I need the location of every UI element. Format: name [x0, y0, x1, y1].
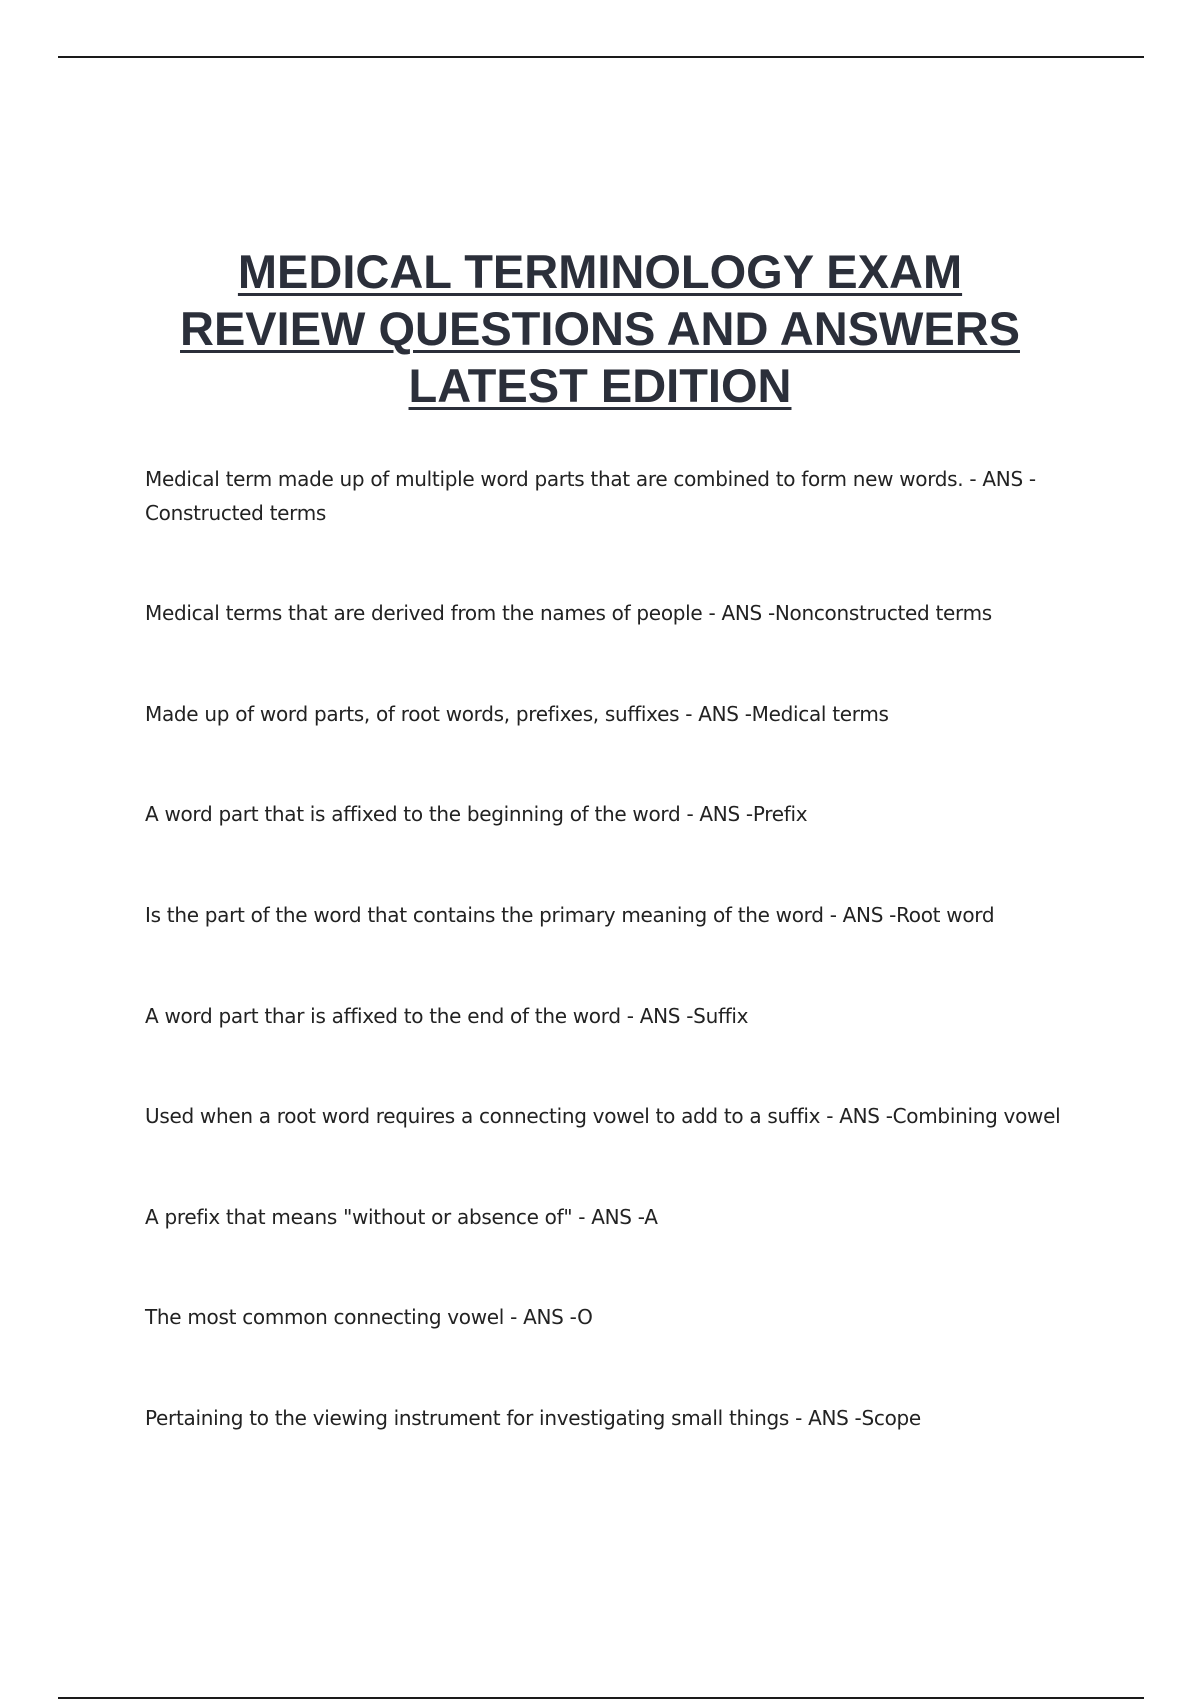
answer-text: Nonconstructed terms	[774, 601, 992, 625]
qa-item	[145, 797, 1090, 831]
answer-separator: - ANS -	[789, 1406, 862, 1430]
qa-item	[145, 1401, 1090, 1435]
answer-text: A	[644, 1205, 658, 1229]
title-line: LATEST EDITION	[408, 359, 792, 412]
answer-separator: - ANS -	[680, 802, 753, 826]
question-text: Medical term made up of multiple word parts that are combined to form new words.	[145, 467, 964, 491]
answer-separator: - ANS -	[702, 601, 775, 625]
answer-separator: - ANS -	[963, 467, 1036, 491]
answer-text: Prefix	[752, 802, 808, 826]
answer-text: Suffix	[693, 1004, 749, 1028]
qa-item	[145, 697, 1090, 731]
answer-text: Scope	[861, 1406, 921, 1430]
question-text: Is the part of the word that contains the primary meaning of the word	[145, 903, 824, 927]
qa-item	[145, 1200, 1090, 1234]
answer-separator: - ANS -	[504, 1305, 578, 1329]
answer-separator: - ANS -	[820, 1104, 893, 1128]
answer-separator: - ANS -	[679, 702, 752, 726]
answer-text: Constructed terms	[145, 501, 327, 525]
qa-item	[145, 596, 1090, 630]
question-text: Pertaining to the viewing instrument for investigating small things	[145, 1406, 790, 1430]
bottom-rule	[58, 1697, 1144, 1699]
title-line: MEDICAL TERMINOLOGY EXAM	[237, 245, 963, 298]
qa-item	[145, 462, 1090, 530]
document-title	[100, 243, 1100, 414]
question-text: Made up of word parts, of root words, prefixes, suffixes	[145, 702, 680, 726]
question-text: Medical terms that are derived from the names of people	[145, 601, 703, 625]
question-text: A prefix that means "without or absence of"	[145, 1205, 573, 1229]
answer-separator: - ANS -	[620, 1004, 694, 1028]
qa-item	[145, 999, 1090, 1033]
question-text: A word part thar is affixed to the end of the word	[145, 1004, 621, 1028]
answer-separator: - ANS -	[572, 1205, 645, 1229]
top-rule	[58, 56, 1144, 58]
answer-separator: - ANS -	[823, 903, 897, 927]
question-text: A word part that is affixed to the beginning of the word	[145, 802, 681, 826]
question-text: The most common connecting vowel	[145, 1305, 505, 1329]
qa-item	[145, 1099, 1090, 1133]
title-line: REVIEW QUESTIONS AND ANSWERS	[180, 302, 1020, 355]
question-text: Used when a root word requires a connecting vowel to add to a suffix	[145, 1104, 821, 1128]
answer-text: O	[577, 1305, 593, 1329]
answer-text: Root word	[896, 903, 995, 927]
qa-item	[145, 898, 1090, 932]
answer-text: Medical terms	[751, 702, 889, 726]
qa-list	[145, 462, 1090, 1435]
answer-text: Combining vowel	[892, 1104, 1061, 1128]
qa-item	[145, 1300, 1090, 1334]
